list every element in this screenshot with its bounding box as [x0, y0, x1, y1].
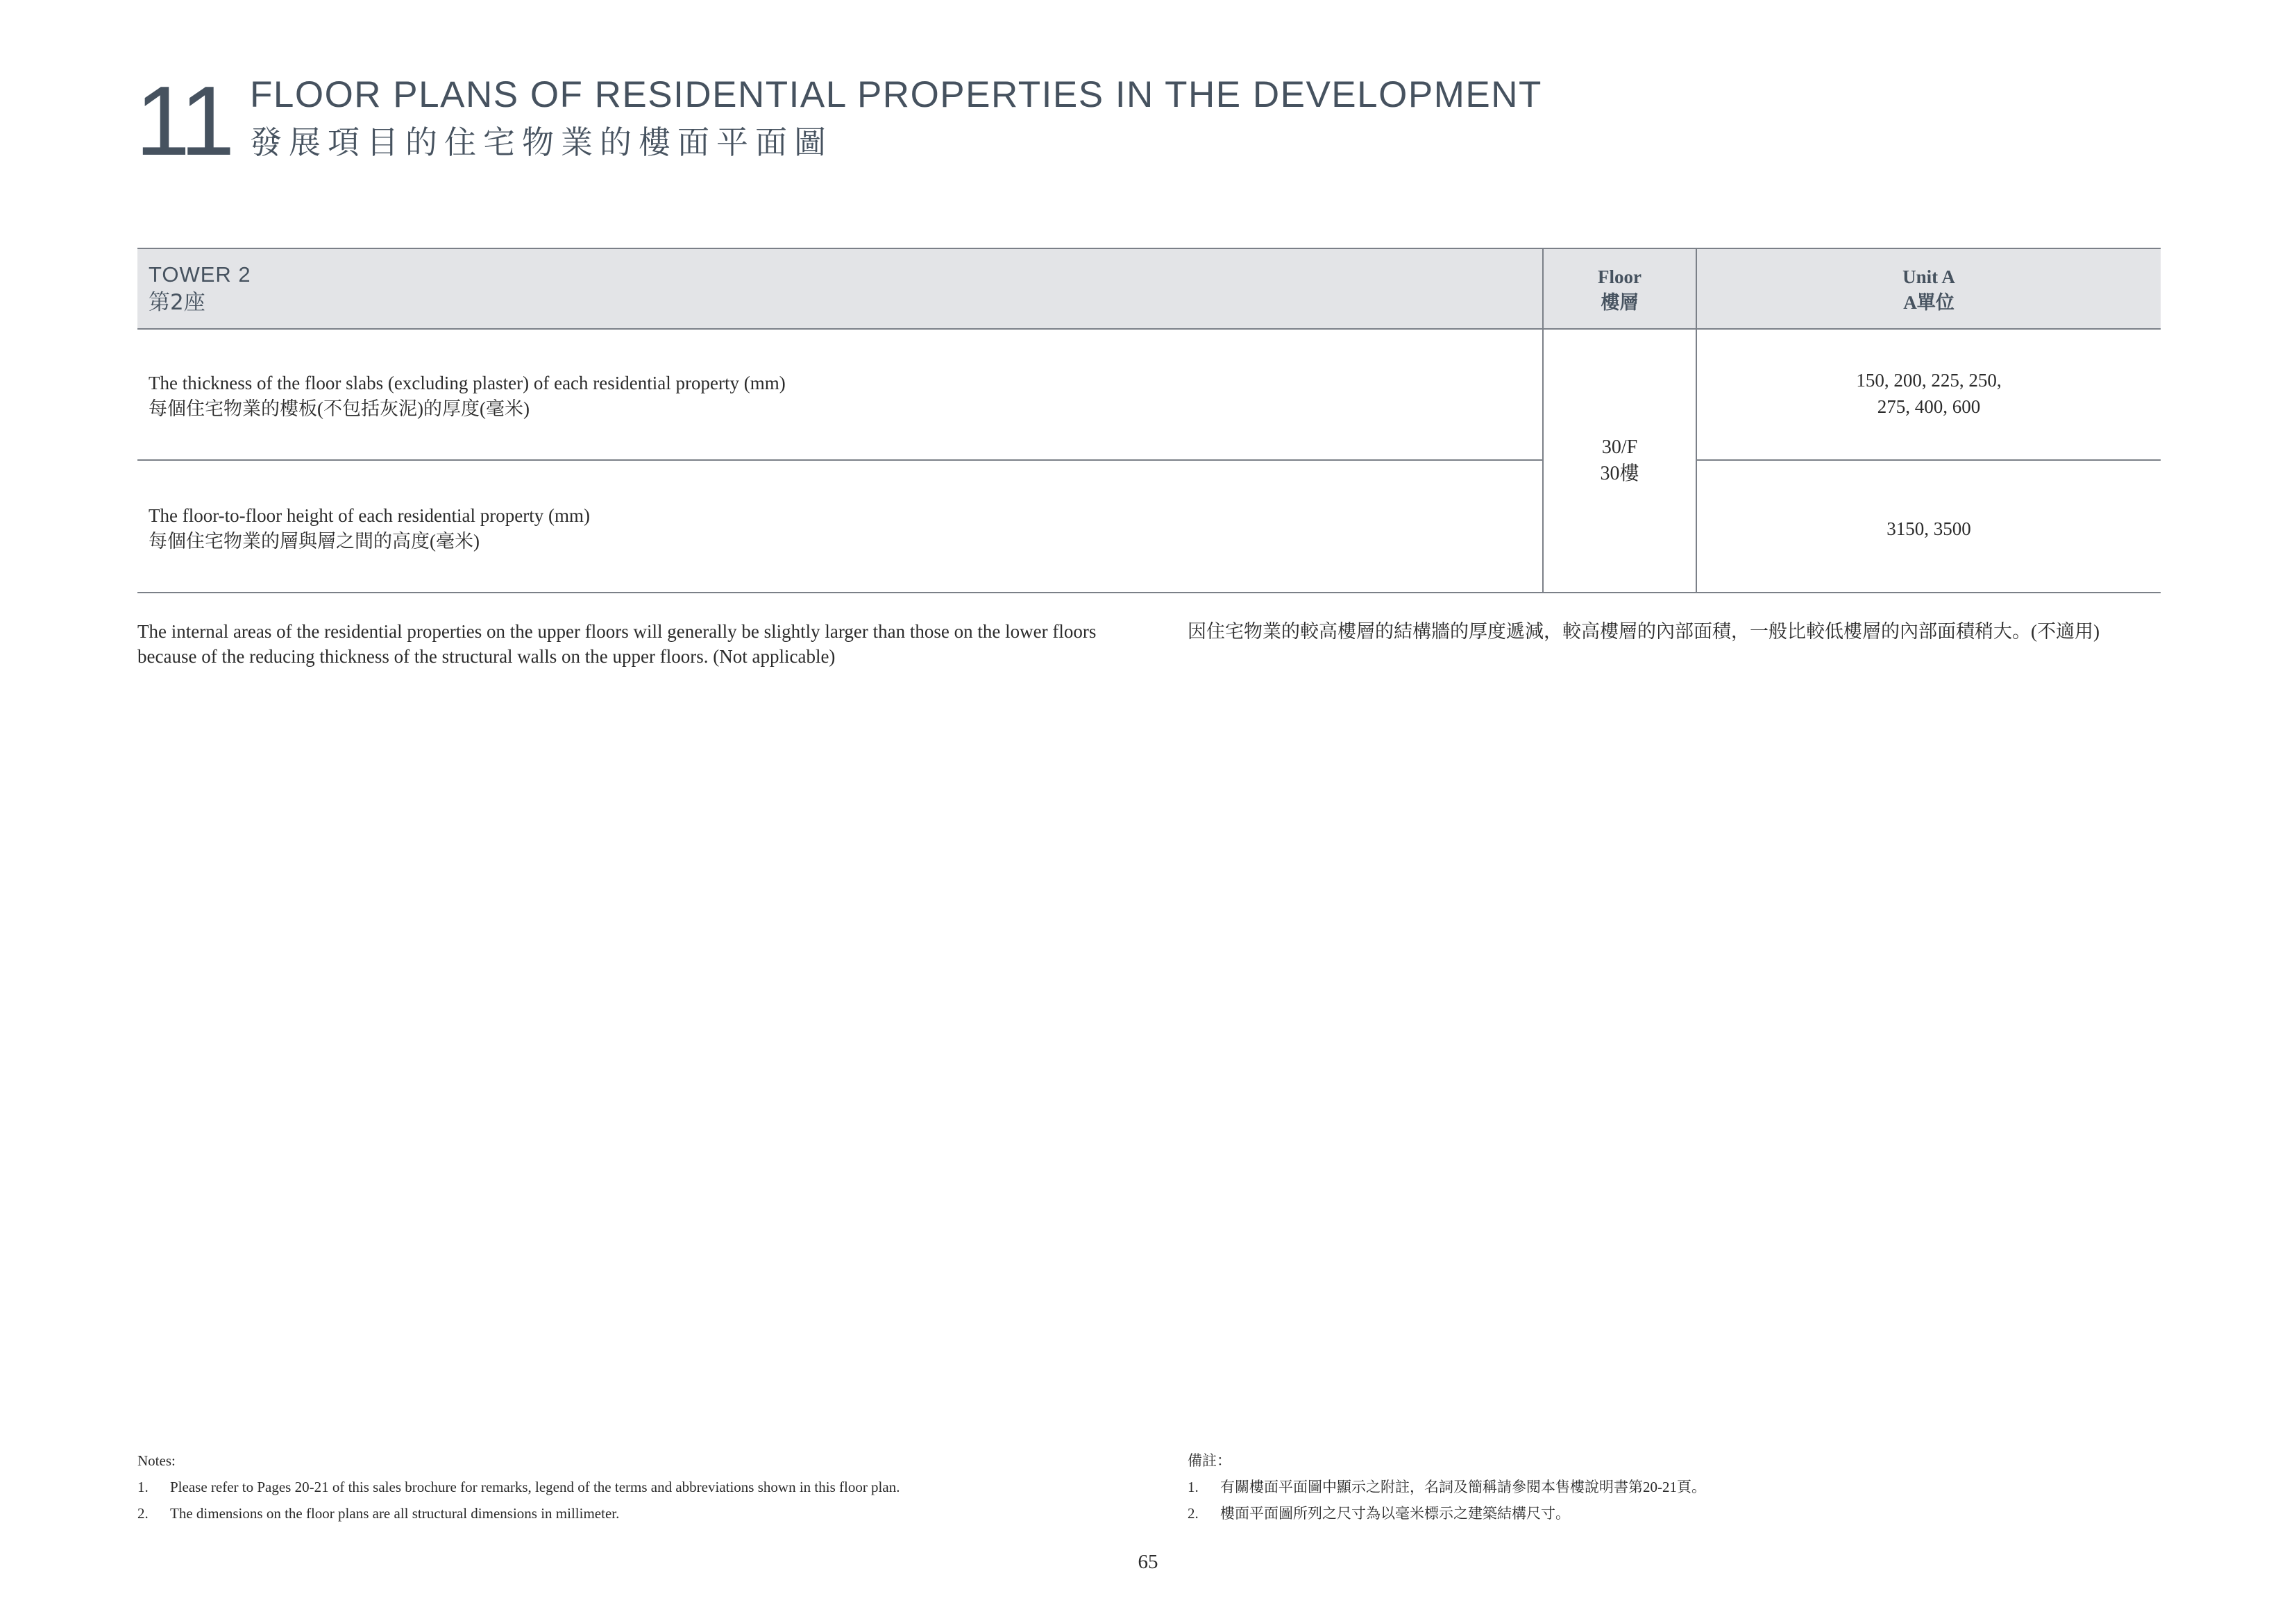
- floor-height-label-en: The floor-to-floor height of each residential property (mm): [149, 505, 590, 526]
- floor-value-zh: 30樓: [1600, 463, 1639, 484]
- slab-thickness-value-line1: 150, 200, 225, 250,: [1856, 370, 2002, 391]
- unit-header-zh: A單位: [1903, 292, 1955, 314]
- internal-area-note-en: The internal areas of the residential properties on the upper floors will generally be slightly larger than those on the lower floors because of the reducing thickness of the structural walls on the upper floors. (Not applicable): [137, 621, 1097, 667]
- floor-header-en: Floor: [1598, 266, 1641, 287]
- unit-header-cell: [1696, 249, 2161, 328]
- floor-height-label-zh: 每個住宅物業的層與層之間的高度(毫米): [149, 530, 480, 552]
- table-row-floor-height: [137, 461, 1542, 592]
- spec-table: [137, 248, 2161, 593]
- note-item: [137, 1475, 1137, 1501]
- internal-area-note-zh: 因住宅物業的較高樓層的結構牆的厚度遞減，較高樓層的內部面積，一般比較低樓層的內部面積稍大。(不適用): [1188, 621, 2100, 642]
- note-item: [137, 1501, 1137, 1527]
- page-number: 65: [1138, 1551, 1158, 1573]
- note-number: 1.: [1188, 1478, 1199, 1495]
- floor-height-value-cell: [1697, 461, 2161, 592]
- note-text: Please refer to Pages 20-21 of this sales brochure for remarks, legend of the terms and abbreviations shown in this floor plan.: [170, 1478, 900, 1495]
- floor-header-cell: [1542, 249, 1696, 328]
- note-number: 2.: [1188, 1504, 1199, 1522]
- notes-heading-en: Notes:: [137, 1452, 176, 1469]
- note-text: The dimensions on the floor plans are all structural dimensions in millimeter.: [170, 1504, 620, 1522]
- page-title-en: FLOOR PLANS OF RESIDENTIAL PROPERTIES IN THE DEVELOPMENT: [250, 74, 1542, 115]
- floor-header-zh: 樓層: [1601, 292, 1639, 314]
- slab-thickness-label-zh: 每個住宅物業的樓板(不包括灰泥)的厚度(毫米): [149, 398, 530, 419]
- notes-zh: [1188, 1448, 2159, 1527]
- unit-column: [1696, 330, 2161, 592]
- tower-label-en: TOWER 2: [149, 262, 251, 287]
- slab-thickness-label-en: The thickness of the floor slabs (excluding plaster) of each residential property (mm): [149, 373, 786, 393]
- tower-label-zh: 第2座: [149, 289, 205, 315]
- note-text: 有關樓面平面圖中顯示之附註，名詞及簡稱請參閱本售樓說明書第20-21頁。: [1220, 1478, 1706, 1495]
- floor-height-value: 3150, 3500: [1886, 518, 1971, 539]
- slab-thickness-value-cell: [1697, 330, 2161, 461]
- table-body: [137, 330, 2161, 593]
- tower-header-cell: [137, 249, 1542, 328]
- page-title-zh: 發展項目的住宅物業的樓面平面圖: [250, 124, 833, 161]
- description-column: [137, 330, 1542, 592]
- floor-cell: [1542, 330, 1696, 592]
- floor-value-en: 30/F: [1601, 436, 1638, 458]
- note-item: [1188, 1475, 2159, 1501]
- notes-heading-zh: 備註：: [1188, 1452, 1231, 1469]
- unit-header-en: Unit A: [1902, 266, 1955, 287]
- table-header-row: [137, 249, 2161, 330]
- note-item: [1188, 1501, 2159, 1527]
- slab-thickness-value-line2: 275, 400, 600: [1877, 396, 1981, 417]
- note-text: 樓面平面圖所列之尺寸為以毫米標示之建築結構尺寸。: [1220, 1504, 1570, 1522]
- note-number: 1.: [137, 1478, 149, 1495]
- section-number: 11: [135, 66, 233, 176]
- table-row-slab-thickness: [137, 330, 1542, 461]
- notes-en: [137, 1448, 1137, 1527]
- note-number: 2.: [137, 1504, 149, 1522]
